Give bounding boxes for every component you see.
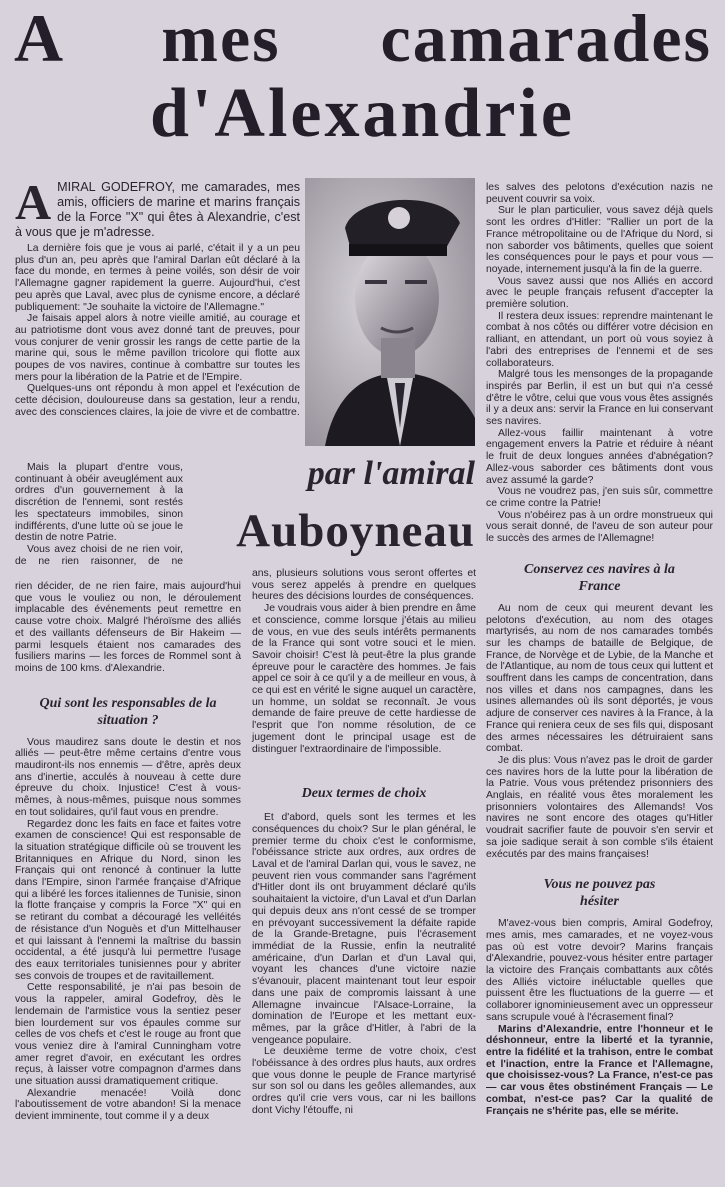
- admiral-portrait-icon: [305, 178, 475, 446]
- section-heading: Vous ne pouvez pas hésiter: [543, 877, 656, 910]
- paragraph: La dernière fois que je vous ai parlé, c'était il y a un peu plus d'un an, peu après que l'amiral Darlan eût déclaré à la face du monde, en termes à peine voilés, son désir de voir l'Allemagne gagner rapidement la guerre. Aujourd'hui, c'est peu après que Laval, avec plus de cynisme encore, a déclaré publiquement: "Je souhaite la victoire de l'Allemagne.": [15, 243, 300, 313]
- lead-text: MIRAL GODEFROY, me camarades, mes amis, officiers de marine et marins français de la Force "X" qui êtes à Alexandrie, c'est à vous que je m'adresse.: [15, 180, 300, 239]
- column-2: [252, 568, 476, 1117]
- paragraph: Vous n'obéirez pas à un ordre monstrueux qui vous serait donné, de l'aveu de son auteur pour le succès des armes de l'Allemagne!: [486, 509, 713, 545]
- byline-prefix: par l'amiral: [307, 455, 475, 492]
- paragraph: Je faisais appel alors à notre vieille amitié, au courage et au patriotisme dont vous avez donné tant de preuves, pour vous conjurer de venir grossir les rangs de cette partie de la marine qui, sous le même pavillon tricolore qui flotte aux poupes de vos navires, continue à combattre sur toutes les mers pour la libération de la Patrie et de l'Empire.: [15, 313, 300, 383]
- headline-line-2: d'Alexandrie: [150, 75, 575, 152]
- paragraph: les salves des pelotons d'exécution nazis ne peuvent couvrir sa voix.: [486, 182, 713, 205]
- paragraph: Alexandrie menacée! Voilà donc l'aboutissement de votre abandon! Si la menace devient imminente, tout comme il y a deux: [15, 1087, 241, 1123]
- paragraph: Au nom de ceux qui meurent devant les pelotons d'exécution, au nom des otages martyrisés, au nom de nos camarades tombés sur les champs de bataille de Belgique, de France, de Norvège et de Lybie, de la Manche et de l'Atlantique, au nom de tous ceux qui luttent et souffrent dans les camps de concentration, dans nos villes et dans nos campagnes, dans les usines allemandes où ils sont déportés, je vous adjure de conserver ces navires à la France, à la France qui reniera ceux de ses fils qui, disposant des armes nécessaires les détruiraient sans combat.: [486, 602, 713, 755]
- paragraph: Regardez donc les faits en face et faites votre examen de conscience! Qui est responsable de la situation stratégique difficile où se trouvent les Britanniques en Afrique du Nord, sinon les Français qui ont renoncé à continuer la lutte dans l'Empire, sinon l'armée française d'Afrique qui a libéré les forces italiennes de Tunisie, sinon la flotte française y compris la Force "X" qui en se retirant du combat a découragé les velléités de résistance d'un Noguès et d'un Mittelhauser et qui laissant à l'ennemi la maîtrise du bassin occidental, a été jusqu'à lui permettre l'usage des eaux territoriales tunisiennes pour y abriter ses convois de troupes et de ravitaillement.: [15, 818, 241, 982]
- paragraph: Il restera deux issues: reprendre maintenant le combat à nos côtés ou différer votre décision en ralliant, en attendant, un port où vous soyiez à l'abri des entreprises de l'ennemi et de ses collaborateurs.: [486, 310, 713, 369]
- closing-paragraph: Marins d'Alexandrie, entre l'honneur et le déshonneur, entre la liberté et la tyrannie, entre la fidélité et la trahison, entre le combat et l'inaction, entre la France et l'Allemagne, que choisissez-vous? La France, n'est-ce pas — car vous êtes obstinément Français — Le combat, n'est-ce pas? Car la qualité de Français ne s'hérite pas, elle se mérite.: [486, 1023, 713, 1117]
- section-heading: Qui sont les responsables de la situation ?: [39, 695, 217, 728]
- paragraph: rien décider, de ne rien faire, mais aujourd'hui que vous le vouliez ou non, le déroulement implacable des événements peut remettre en cause votre choix. Malgré l'héroïsme des alliés et des vaillants défenseurs de Bir Hakeim —parmi lesquels étaient nos camarades des fusiliers marins — les forces de Rommel sont à moins de 100 kms. d'Alexandrie.: [15, 581, 241, 674]
- paragraph: Sur le plan particulier, vous savez déjà quels sont les ordres d'Hitler: "Rallier un port de la France métropolitaine ou de l'Afrique du Nord, si non saborder vos bâtiments, quelles que soient les conséquences pour le pays et pour vous — noyade, internement jusqu'à la fin de la guerre.: [486, 205, 713, 275]
- drop-cap: A: [15, 174, 52, 230]
- column-1-top: [15, 174, 300, 419]
- section-heading: Deux termes de choix: [301, 786, 427, 802]
- paragraph: Quelques-uns ont répondu à mon appel et l'exécution de cette décision, douloureuse dans sa gestation, leur a rendu, avec des consciences claires, la joie de vivre et de combattre.: [15, 383, 300, 418]
- headline-line-1: A mes camarades: [14, 0, 712, 76]
- paragraph: Vous maudirez sans doute le destin et nos alliés — peut-être même certains d'entre vous maudiront-ils nos ennemis — d'être, après deux ans d'inertie, acculés à nouveau à cette dure épreuve du choix. Injustice! C'est à vous-mêmes, à nous-mêmes, puisque nous sommes en tout solidaires, qu'il faut vous en prendre.: [15, 736, 241, 818]
- paragraph: Vous avez choisi de ne rien voir, de ne rien raisonner, de ne: [15, 543, 183, 567]
- paragraph: Allez-vous faillir maintenant à votre engagement envers la Patrie et réduire à néant le fruit de deux longues années d'abnégation? Allez-vous saborder ces bâtiments dont vous avez assumé la garde?: [486, 427, 713, 486]
- paragraph: Vous savez aussi que nos Alliés en accord avec le peuple français refusent d'accepter la première solution.: [486, 275, 713, 311]
- column-1: [15, 581, 241, 1123]
- paragraph: Vous ne voudrez pas, j'en suis sûr, commettre ce crime contre la Patrie!: [486, 486, 713, 509]
- paragraph: Mais la plupart d'entre vous, continuant à obéir aveuglément aux ordres d'un gouvernement à la discrétion de l'ennemi, sont restés les spectateurs immobiles, sinon indifférents, d'une lutte où se joue le destin de notre Patrie.: [15, 462, 183, 544]
- admiral-portrait-photo: [305, 178, 475, 446]
- byline-author: Auboyneau: [236, 505, 475, 557]
- section-heading: Conservez ces navires à la France: [524, 561, 675, 594]
- paragraph: Je voudrais vous aider à bien prendre en âme et conscience, comme lorsque j'étais au milieu de vous, en vue des seuls intérêts permanents de la France qui sont votre souci et le mien. Savoir choisir! C'est là peut-être la plus grande épreuve pour le caractère des hommes. Je fais appel ce soir à ce qu'il y a de meilleur en vous, à ce qui est en vérité le signe auquel un caractère, un homme, un soldat se reconnaît. Je vous demande de faire preuve de cette hardiesse de l'esprit que l'on nomme résolution, de ce jugement dont le principal usage est de distinguer l'extraordinaire de l'impossible.: [252, 603, 476, 755]
- column-1-narrow: [15, 462, 183, 567]
- paragraph: Je dis plus: Vous n'avez pas le droit de garder ces navires hors de la lutte pour la libération de la Patrie. Vous vous prétendez prisonniers des Anglais, en réalité vous êtes moralement les prisonniers volontaires des Allemands! Vos navires ne sont encore des otages qu'Hitler voudrait sacrifier faute de pouvoir s'en servir et sa joie sadique serait à son comble s'ils étaient exécutés par des mains françaises!: [486, 754, 713, 860]
- paragraph: Malgré tous les mensonges de la propagande inspirés par Berlin, il est un but qui n'a cessé d'être le vôtre, celui que vous vous êtes assignés il y a deux ans: servir la France en lui conservant ses navires.: [486, 369, 713, 428]
- paragraph: Cette responsabilité, je n'ai pas besoin de vous la rappeler, amiral Godefroy, dès le lendemain de l'armistice vous la sentiez peser bien lourdement sur vos épaules comme sur celles de vos chefs et c'est le rouge au front que vous veniez dire à l'amiral Cunningham votre amer regret d'avoir, en exécutant les ordres reçus, à laisser votre compagnon d'armes dans une situation aussi dramatiquement critique.: [15, 982, 241, 1088]
- paragraph: Le deuxième terme de votre choix, c'est l'obéissance à des ordres plus hauts, aux ordres que vous donne le peuple de France martyrisé sur son sol ou dans les geôles allemandes, aux ordres qu'il crie vers vous, car ni les baillons dont Vichy l'étouffe, ni: [252, 1046, 476, 1116]
- paragraph: ans, plusieurs solutions vous seront offertes et vous serez appelés à prendre en quelques heures des décisions lourdes de conséquences.: [252, 568, 476, 603]
- column-3: [486, 182, 713, 1117]
- paragraph: Et d'abord, quels sont les termes et les conséquences du choix? Sur le plan général, le premier terme du choix c'est le conformisme, l'obéissance stricte aux ordres, aux ordres de Laval et de l'amiral Darlan qui, vous le savez, ne peuvent rien vous commander sans l'agrément d'Hitler dont ils ont bruyamment déclaré qu'ils souhaitaient la victoire, d'un Laval et d'un Darlan qui depuis deux ans n'ont cessé de se tromper en prévoyant successivement la défaite rapide de la Grande-Bretagne, puis l'écrasement immédiat de la Russie, enfin la neutralité américaine, d'un Darlan et d'un Laval qui, voyant les chances d'une victoire nazie s'évanouir, placent maintenant tout leur espoir dans une paix de compromis laissant à une Allemagne invaincue l'Alsace-Lorraine, la domination de l'Europe et les mettant eux-mêmes, par la grâce d'Hitler, à l'abri de la vengeance populaire.: [252, 812, 476, 1046]
- paragraph: M'avez-vous bien compris, Amiral Godefroy, mes amis, mes camarades, et ne voyez-vous pas où est votre devoir? Marins français d'Alexandrie, pouvez-vous hésiter entre partager la victoire des Français combattants aux côtés des Alliés victoire inéluctable quelles que puissent être les fluctuations de la guerre — et collaborer ignominieusement avec un oppresseur sans scrupule voué à l'écrasement final?: [486, 918, 713, 1023]
- lead-paragraph: [15, 174, 300, 240]
